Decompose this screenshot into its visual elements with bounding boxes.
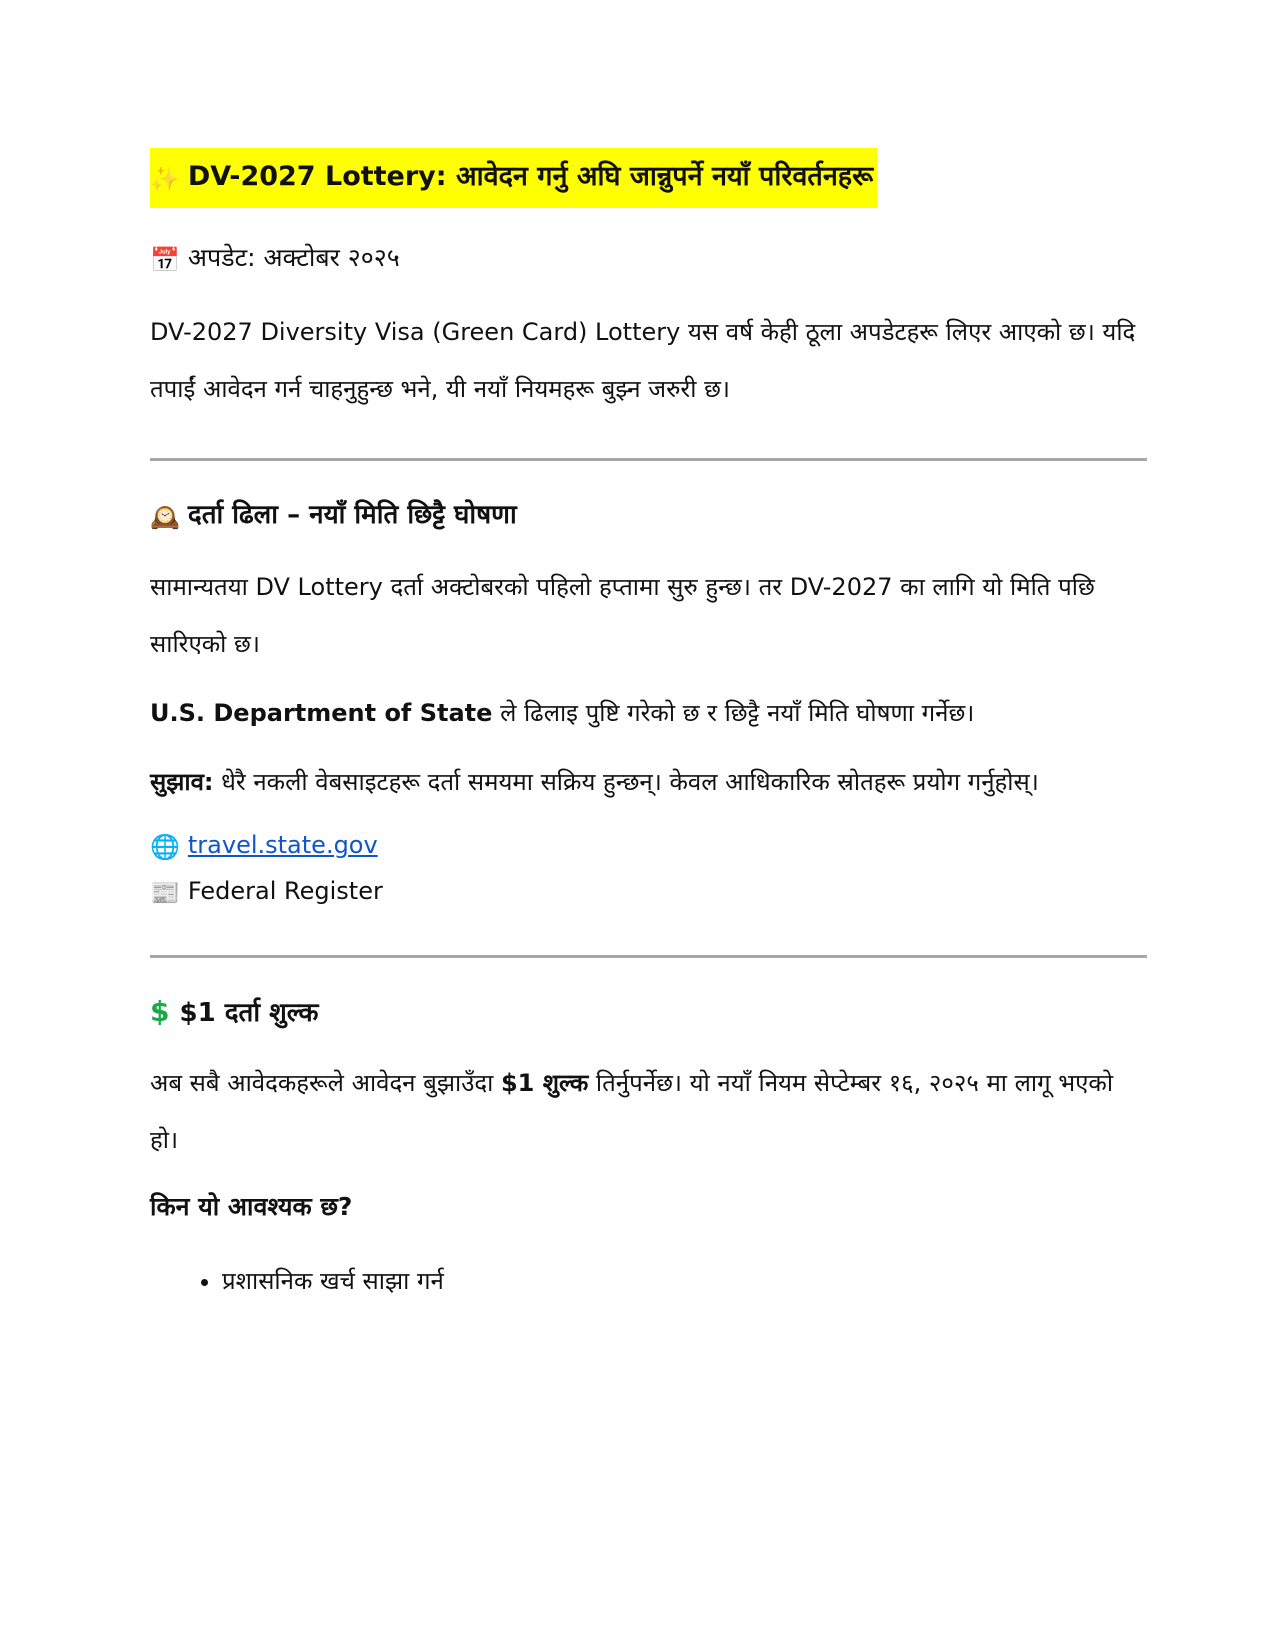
link-federal-register [150,869,1147,915]
fee-text-start: अब सबै आवेदकहरूले आवेदन बुझाउँदा [150,1069,501,1097]
reasons-list [150,1255,1147,1307]
clock-icon: 🕰️ [150,503,180,531]
page-title [150,148,877,208]
fee-paragraph [150,1055,1147,1169]
department-text: ले ढिलाइ पुष्टि गरेको छ र छिट्टै नयाँ मिति घोषणा गर्नेछ। [492,699,975,727]
calendar-icon: 📅 [150,246,180,274]
section-heading-delay-text: दर्ता ढिला – नयाँ मिति छिट्टै घोषणा [187,500,517,530]
title-block [150,148,1147,208]
update-line [150,238,1147,280]
tip-text: धेरै नकली वेबसाइटहरू दर्ता समयमा सक्रिय हुन्छन्। केवल आधिकारिक स्रोतहरू प्रयोग गर्नुहोस्। [213,768,1039,796]
section-heading-fee [150,988,1147,1037]
delay-paragraph: सामान्यतया DV Lottery दर्ता अक्टोबरको पहिलो हप्तामा सुरु हुन्छ। तर DV-2027 का लागि यो मिति पछि सारिएको छ। [150,573,1095,658]
list-item: • प्रशासनिक खर्च साझा गर्न [222,1255,1147,1307]
divider [150,458,1147,461]
why-question: किन यो आवश्यक छ? [150,1192,353,1221]
divider [150,955,1147,958]
federal-register-text: Federal Register [187,877,383,905]
section-heading-delay [150,491,1147,541]
link-travel-state [150,823,1147,869]
update-label: अपडेट: अक्टोबर २०२५ [187,243,400,272]
travel-state-link[interactable]: travel.state.gov [187,831,378,859]
department-paragraph [150,685,1147,742]
globe-icon: 🌐 [150,833,180,861]
fee-amount: $1 शुल्क [500,1069,589,1097]
tip-paragraph [150,754,1147,811]
section-heading-fee-text: $1 दर्ता शुल्क [179,998,319,1028]
dollar-icon: $ [150,995,170,1028]
page-title-text: DV-2027 Lottery: आवेदन गर्नु अघि जान्नुपर्ने नयाँ परिवर्तनहरू [187,161,874,192]
newspaper-icon: 📰 [150,879,180,907]
fee-text-end: तिर्नुपर्नेछ। यो नयाँ नियम सेप्टेम्बर १६, २०२५ मा लागू भएको हो। [150,1069,1114,1154]
sparkles-icon: ✨ [150,165,180,193]
tip-label: सुझाव: [150,768,214,796]
intro-paragraph: DV-2027 Diversity Visa (Green Card) Lottery यस वर्ष केही ठूला अपडेटहरू लिएर आएको छ। यदि तपाईं आवेदन गर्न चाहनुहुन्छ भने, यी नयाँ नियमहरू बुझ्न जरुरी छ। [150,318,1136,403]
department-name: U.S. Department of State [150,699,493,727]
